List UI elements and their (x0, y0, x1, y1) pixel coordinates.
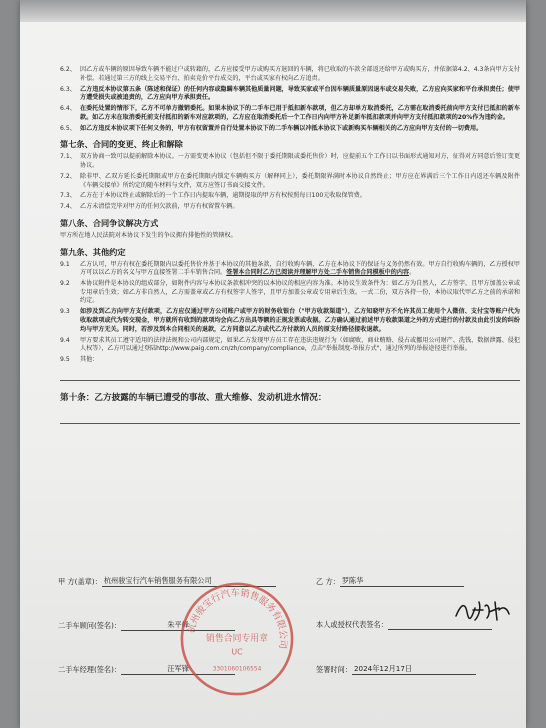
clause-text: 在委托处置的情形下，乙方不可单方撤销委托。如果本协议下的二手车已用于抵扣新车款项，但乙方却单方取消委托，乙方需在取消委托前向甲方支付已抵扣的新车款。如乙方未在取消委托前支付抵扣的新车对应款项的，乙方应在取消委托后一个工作日内向甲方补足新车抵扣款项并向甲方支付抵扣款项的20%作为违约金。 (80, 105, 520, 121)
seal-serial: 3301060106554 (212, 666, 262, 673)
consultant-label: 二手车顾问(签名)： (58, 621, 122, 630)
blank-line (60, 411, 520, 424)
clause-number: 6.5、 (60, 124, 76, 132)
seal-ring-text: 杭州骏宝行汽车销售服务有限公司 (186, 587, 289, 650)
party-a-value: 杭州骏宝行汽车销售服务有限公司 (102, 576, 276, 587)
clause-text: 本协议附件是本协议的组成部分，如附件内容与本协议条款相冲突的以本协议的相应内容为准。本协议生效条件为：如乙方为自然人，乙方签字，且甲方加盖公章或专用章后生效；如乙方非自然人，乙方需盖章或乙方有权签字人签字，且甲方加盖公章或专用章后生效。一式二份，双方各持一份，本协议取代甲乙方之前的承诺和约定。 (80, 280, 520, 305)
party-b-label: 乙 方： (316, 577, 340, 586)
date-value: 2024年12月17日 (352, 664, 476, 675)
clause-text: 甲方要求其员工遵守适用的法律法规和公司内部规定，如果乙方发现甲方员工存在违法违规行为（如腐败、商业贿赂、侵占或挪用公司财产、洗钱、数据泄露、侵犯人权等），乙方可以通过登陆http://www.paig.com.cn/zh/company/compliance，点击"举报制度-举报方式"，通过所列的举报途径进行举报。 (80, 336, 520, 353)
clause-9-5 (60, 356, 520, 365)
clause-number: 9.4 (60, 336, 70, 344)
clause-9-1: 9.1 乙方认可，甲方有权在委托期限内以委托售价并基于本协议的其他条款，自行收购车辆，乙方在本协议下的保证与义务仍然有效。甲方自行收购车辆的，乙方授权甲方可以以乙方的名义与甲方直接签署二手车销售合同。签署本合同时乙方已阅读并理解甲方处二手车销售合同模板中的内容。 (60, 260, 520, 277)
clause-text: 其他： (80, 356, 99, 364)
clause-number: 6.4、 (60, 105, 76, 113)
principal-signature-line (388, 629, 492, 630)
party-b-row (316, 576, 464, 587)
section-8-text: 甲方所在地人民法院对本协议下发生的争议拥有排他性的管辖权。 (60, 232, 237, 240)
section-7-title: 第七条、合同的变更、终止和解除 (60, 139, 183, 150)
clause-text: 除非甲、乙双方延长委托期限或甲方在委托期限内锁定车辆购买方（解释同上），委托期限界满时本协议自然终止；甲方应在界满后三个工作日内返还车辆及附件《车辆交接单》所约定的随车材料与文件，双方应签订书面交接文件。 (80, 172, 520, 189)
clause-number: 7.3、 (60, 192, 76, 200)
clause-number: 7.1、 (60, 153, 76, 161)
clause-row (60, 66, 520, 83)
clause-text: 乙方认可，甲方有权在委托期限内以委托售价并基于本协议的其他条款，自行收购车辆，乙方在本协议下的保证与义务仍然有效。甲方自行收购车辆的，乙方授权甲方可以以乙方的名义与甲方直接签署二手车销售合同。 (80, 260, 520, 277)
clause-row (60, 173, 520, 190)
clause-row (60, 192, 520, 201)
clause-row (60, 86, 520, 103)
clause-number: 6.2、 (60, 66, 76, 73)
clause-row (60, 308, 520, 334)
party-b-value: 罗陈华 (340, 576, 464, 587)
clause-number: 9.5 (60, 356, 70, 364)
clause-row (60, 203, 520, 212)
page-top-shadow (20, 0, 526, 22)
clause-text: 乙方未清偿完毕对甲方的任何欠款前，甲方有权留置车辆。 (80, 203, 239, 211)
seal-center-code: UC (231, 647, 243, 657)
clause-number: 9.3 (60, 308, 70, 316)
company-seal-stamp (178, 580, 296, 698)
party-a-label: 甲 方(盖章)： (58, 577, 102, 586)
section-8-title: 第八条、合同争议解决方式 (60, 218, 159, 229)
manager-value: 汪军锋 (121, 664, 235, 675)
consultant-value: 朱平峰 (121, 620, 235, 631)
clause-number: 9.1 (60, 260, 70, 268)
clause-row (60, 280, 520, 306)
clause-text: 乙方违反本协议第五条（陈述和保证）的任何内容或隐瞒车辆其他质量问题，导致买家或平台因车辆质量原因退车或交易失败，乙方应向买家和平台承担责任；使甲方遭受损失或被追责的，乙方应向甲方承担责任。 (80, 85, 520, 102)
clause-text: 如乙方违反本协议项下任何义务的，甲方有权留置并自行处置本协议下的二手车辆以冲抵本协议下或新购买车辆相关的乙方应向甲方支付的一切费用。 (80, 124, 483, 132)
date-row (316, 664, 476, 675)
principal-label: 本人或授权代表签名： (316, 620, 388, 629)
clause-row (60, 125, 520, 134)
clause-text: 乙方在于本协议终止或解除后的一个工作日内提取车辆，逾期提取的甲方有权按照每日100元收取保管费。 (80, 192, 366, 200)
manager-label: 二手车经理(签名)： (58, 665, 122, 674)
article-10-title: 第十条：乙方披露的车辆已遭受的事故、重大维修、发动机进水情况： (60, 392, 327, 403)
section-9-title: 第九条、其他约定 (60, 246, 126, 257)
clause-text: 双方协商一致可以提前解除本协议。一方需变更本协议（包括但不限于委托期限或委托售价）时，应提前五个工作日以书面形式通知对方，征得对方同意后签订变更协议。 (80, 153, 520, 169)
clause-number: 7.2、 (60, 172, 76, 180)
clause-number: 7.4、 (60, 203, 76, 211)
clause-row (60, 337, 520, 354)
clause-number: 6.3、 (60, 85, 76, 93)
date-label: 签署时间： (316, 665, 352, 674)
clause-text: 如涉及到乙方向甲方支付款项，乙方应仅通过甲方公司账户或甲方的财务收银台（"甲方收款渠道"），乙方知晓甲方不允许其员工使用个人微信、支付宝等账户代为收取款项或代为转交现金，甲方就所有收到的款项均会向乙方出具等额的正规发票或收据。乙方确认通过前述甲方收款渠道之外的方式进行的付款及由此引发的纠纷均与甲方无关。同时，若涉及到本合同相关的退款，乙方同意以乙方或代乙方付款的人员的原支付路径接收退款。 (80, 308, 520, 333)
clause-row (60, 105, 520, 122)
handwritten-signature (453, 598, 513, 624)
clause-row (60, 153, 520, 170)
signature-area (58, 570, 518, 690)
seal-center-title: 销售合同专用章 (206, 633, 268, 644)
clause-underlined-text: 签署本合同时乙方已阅读并理解甲方处二手车销售合同模板中的内容 (226, 269, 410, 277)
clause-text: 因乙方或车辆的原因导致车辆不能过户或转籍的，乙方应接受甲方或购买方退回的车辆，将已收取的车款全部返还给甲方或购买方，并依据第4.2、4.3条向甲方支付补偿。若通过第三方的线上交易平台、拍卖竞价平台成交的，平台或买家有权向乙方追责。 (80, 66, 520, 82)
clause-number: 9.2 (60, 280, 70, 288)
contract-page (20, 0, 526, 728)
contract-body (60, 66, 520, 427)
blank-line (60, 368, 520, 381)
